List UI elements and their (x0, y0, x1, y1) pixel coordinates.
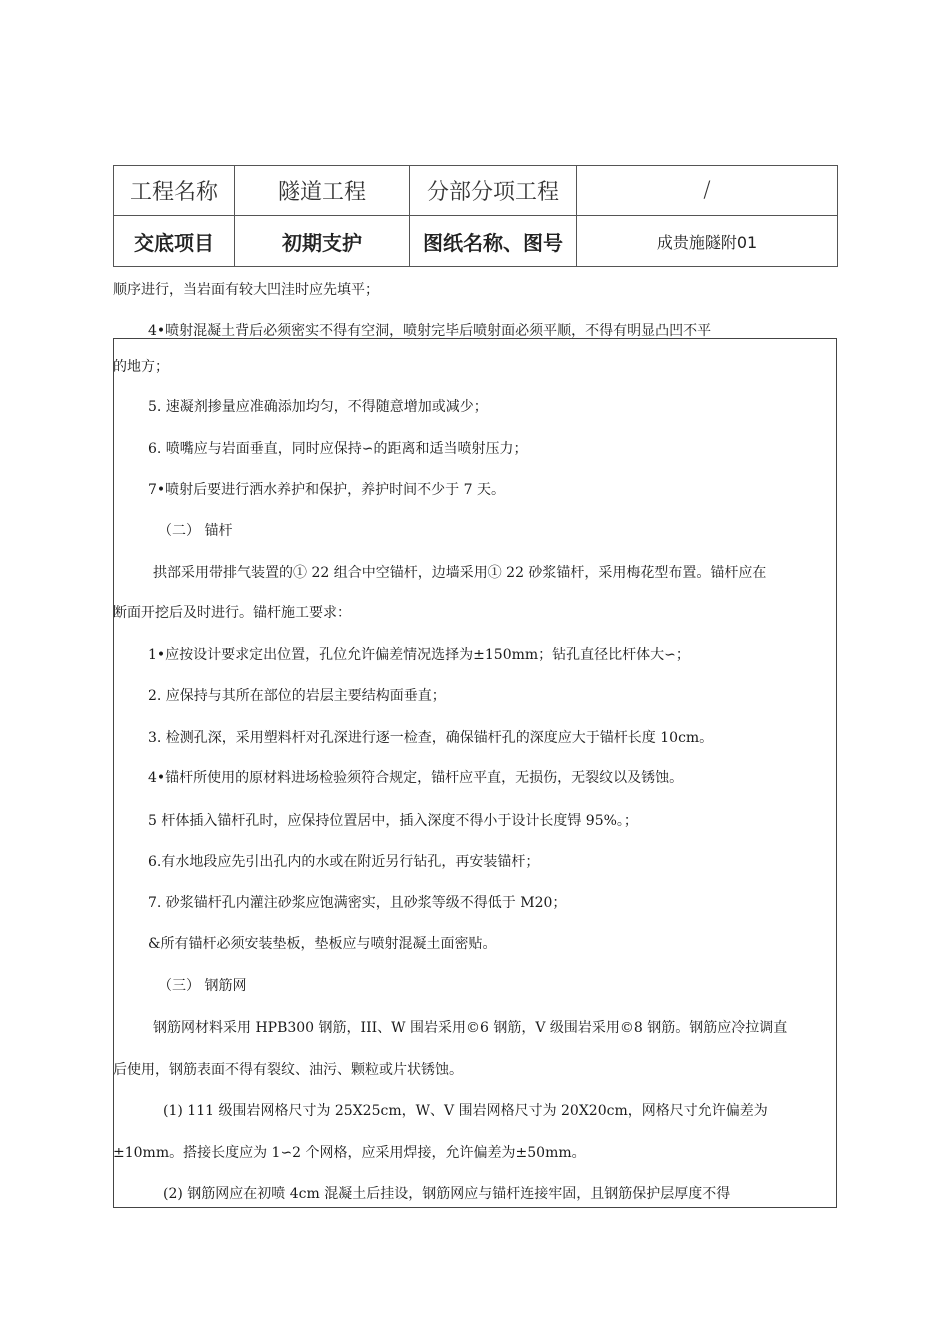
header-row-2 (114, 216, 838, 267)
drawing-value: 成贵施隧附01 (577, 216, 838, 267)
drawing-label: 图纸名称、图号 (410, 216, 577, 267)
body-line-21: (1) 111 级围岩网格尺寸为 25X25cm，W、V 围岩网格尺寸为 20X20cm，网格尺寸允许偏差为 (163, 1103, 768, 1119)
body-line-13: 4•锚杆所使用的原材料进场检验须符合规定，锚杆应平直，无损伤，无裂纹以及锈蚀。 (148, 770, 684, 786)
body-line-10: 1•应按设计要求定出位置，孔位允许偏差情况选择为±150mm；钻孔直径比杆体大∽； (148, 647, 690, 663)
body-line-5: 6. 喷嘴应与岩面垂直，同时应保持∽的距离和适当喷射压力； (148, 441, 528, 457)
body-line-12: 3. 检测孔深，采用塑料杆对孔深进行逐一检查，确保锚杆孔的深度应大于锚杆长度 10cm。 (148, 730, 714, 746)
section-heading-mesh: （三） 钢筋网 (158, 978, 247, 994)
body-line-4: 5. 速凝剂掺量应准确添加均匀，不得随意增加或减少； (148, 399, 488, 415)
subitem-value: / (577, 166, 838, 216)
header-table (113, 165, 838, 267)
body-line-22: ±10mm。搭接长度应为 1∽2 个网格，应采用焊接，允许偏差为±50mm。 (113, 1145, 586, 1161)
body-line-17: &所有锚杆必须安装垫板，垫板应与喷射混凝土面密贴。 (148, 936, 497, 952)
section-heading-anchor: （二） 锚杆 (158, 523, 233, 539)
project-name-value: 隧道工程 (235, 166, 410, 216)
body-line-9: 断面开挖后及时进行。锚杆施工要求： (113, 605, 351, 621)
body-line-8: 拱部采用带排气装置的① 22 组合中空锚杆，边墙采用① 22 砂浆锚杆，采用梅花型布置。锚杆应在 (153, 565, 767, 581)
body-line-20: 后使用，钢筋表面不得有裂纹、油污、颗粒或片状锈蚀。 (113, 1062, 463, 1078)
briefing-item-value: 初期支护 (235, 216, 410, 267)
subitem-label: 分部分项工程 (410, 166, 577, 216)
briefing-item-label: 交底项目 (114, 216, 235, 267)
body-line-2: 4•喷射混凝土背后必须密实不得有空洞，喷射完毕后喷射面必须平顺，不得有明显凸凹不平 (148, 323, 712, 339)
body-line-6: 7•喷射后要进行洒水养护和保护，养护时间不少于 7 天。 (148, 482, 505, 498)
body-line-23: (2) 钢筋网应在初喷 4cm 混凝土后挂设，钢筋网应与锚杆连接牢固，且钢筋保护层厚度不得 (163, 1186, 731, 1202)
header-row-1 (114, 166, 838, 216)
body-line-19: 钢筋网材料采用 HPB300 钢筋，III、W 围岩采用©6 钢筋，V 级围岩采用©8 钢筋。钢筋应冷拉调直 (153, 1020, 788, 1036)
body-line-15: 6.有水地段应先引出孔内的水或在附近另行钻孔，再安装锚杆； (148, 854, 540, 870)
body-line-14: 5 杆体插入锚杆孔时，应保持位置居中，插入深度不得小于设计长度锝 95%。； (148, 813, 638, 829)
body-line-1: 顺序进行，当岩面有较大凹洼时应先填平； (113, 282, 379, 298)
project-name-label: 工程名称 (114, 166, 235, 216)
body-line-16: 7. 砂浆锚杆孔内灌注砂浆应饱满密实，且砂浆等级不得低于 M20； (148, 895, 567, 911)
body-line-11: 2. 应保持与其所在部位的岩层主要结构面垂直； (148, 688, 446, 704)
body-line-3: 的地方； (113, 359, 169, 375)
